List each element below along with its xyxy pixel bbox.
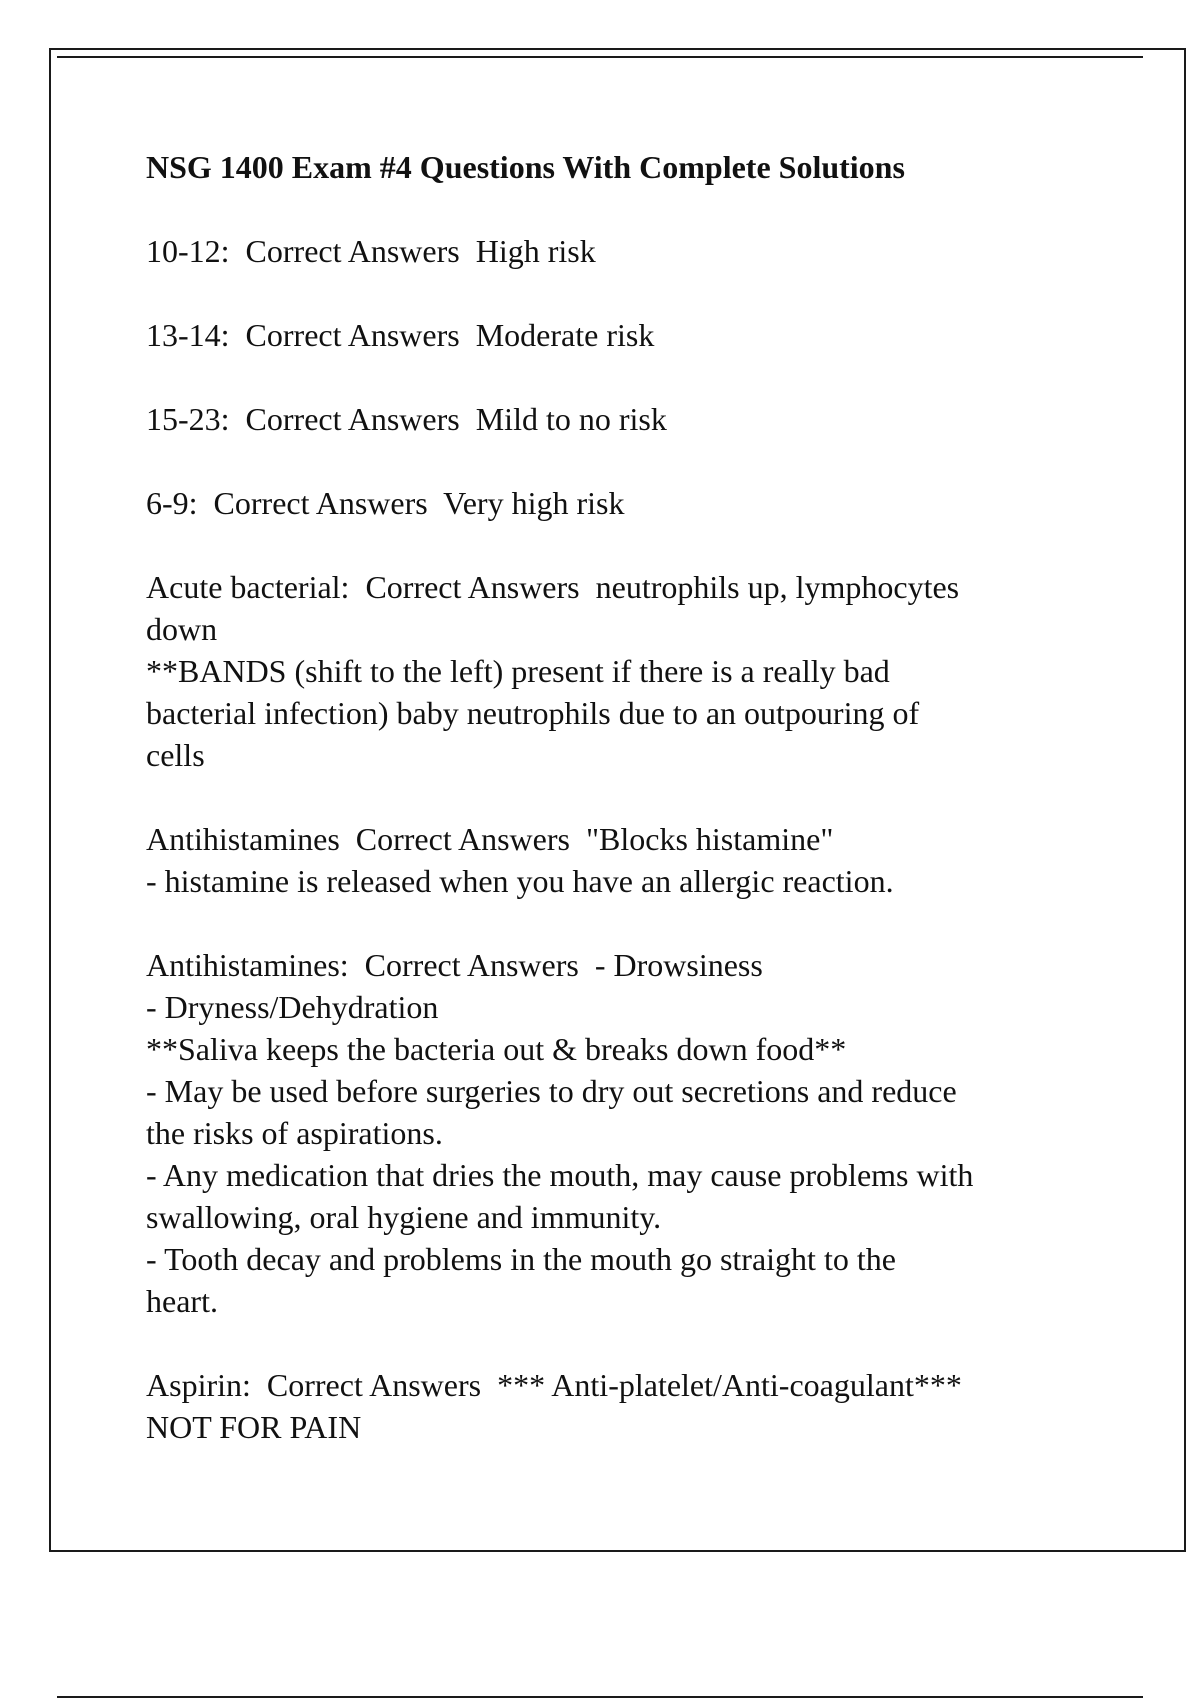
entry-line: Aspirin: Correct Answers *** Anti-platelet/Anti-coagulant*** — [146, 1367, 962, 1403]
entry-line: down — [146, 611, 218, 647]
entry-line: 15-23: Correct Answers Mild to no risk — [146, 401, 667, 437]
entry-line: Antihistamines Correct Answers "Blocks histamine" — [146, 821, 834, 857]
entry-line: **BANDS (shift to the left) present if there is a really bad — [146, 653, 890, 689]
entry-line: Acute bacterial: Correct Answers neutrophils up, lymphocytes — [146, 569, 960, 605]
entry-line: the risks of aspirations. — [146, 1115, 443, 1151]
entry-antihistamines-1 — [146, 818, 1106, 902]
entry-13-14 — [146, 314, 1106, 356]
entry-10-12 — [146, 230, 1106, 272]
entry-15-23 — [146, 398, 1106, 440]
entry-line: bacterial infection) baby neutrophils due to an outpouring of — [146, 695, 920, 731]
entry-aspirin — [146, 1364, 1106, 1448]
entry-line: swallowing, oral hygiene and immunity. — [146, 1199, 662, 1235]
entry-line: - Dryness/Dehydration — [146, 989, 439, 1025]
entry-line: 13-14: Correct Answers Moderate risk — [146, 317, 655, 353]
entry-line: - Any medication that dries the mouth, may cause problems with — [146, 1157, 974, 1193]
entry-line: NOT FOR PAIN — [146, 1409, 362, 1445]
entry-line: cells — [146, 737, 205, 773]
entry-line: 6-9: Correct Answers Very high risk — [146, 485, 625, 521]
top-rule — [57, 56, 1143, 58]
entry-line: 10-12: Correct Answers High risk — [146, 233, 596, 269]
document-body — [146, 146, 1106, 1490]
entry-line: - histamine is released when you have an allergic reaction. — [146, 863, 894, 899]
entry-line: heart. — [146, 1283, 218, 1319]
bottom-rule — [57, 1696, 1143, 1698]
entry-line: - Tooth decay and problems in the mouth go straight to the — [146, 1241, 896, 1277]
entry-acute-bacterial — [146, 566, 1106, 776]
entry-line: **Saliva keeps the bacteria out & breaks down food** — [146, 1031, 847, 1067]
entry-6-9 — [146, 482, 1106, 524]
document-title: NSG 1400 Exam #4 Questions With Complete Solutions — [146, 149, 905, 185]
entry-line: - May be used before surgeries to dry out secretions and reduce — [146, 1073, 957, 1109]
entry-line: Antihistamines: Correct Answers - Drowsiness — [146, 947, 763, 983]
entry-antihistamines-2 — [146, 944, 1106, 1322]
